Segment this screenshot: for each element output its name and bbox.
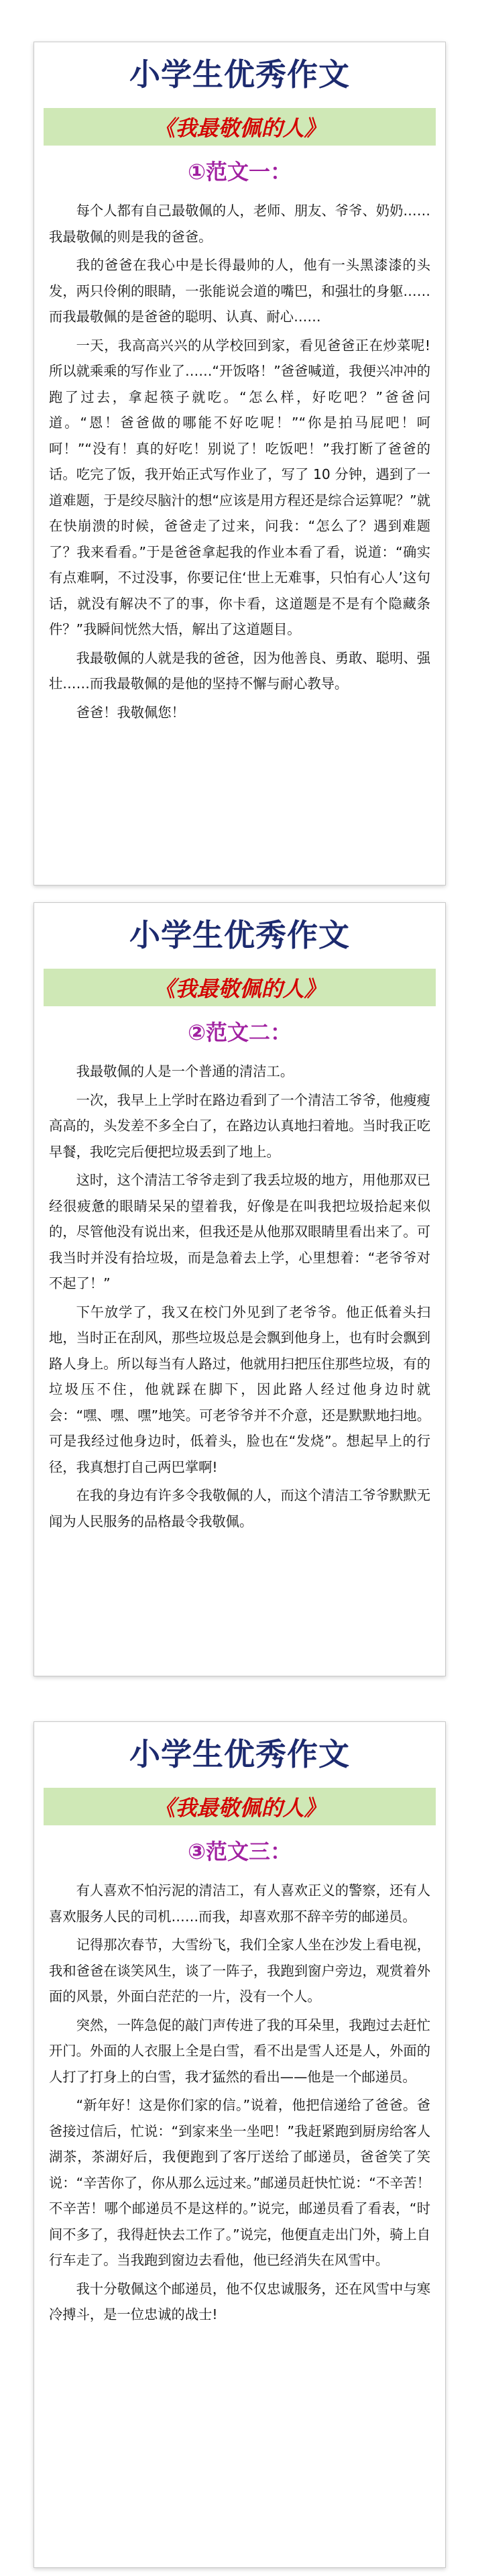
paragraph: 我十分敬佩这个邮递员，他不仅忠诚服务，还在风雪中与寒冷搏斗，是一位忠诚的战士! [49, 2280, 430, 2322]
paragraph: 我最敬佩的人是一个普通的清洁工。 [76, 1063, 294, 1079]
essay-body [49, 1878, 430, 2330]
paragraph: 我的爸爸在我心中是长得最帅的人，他有一头黑漆漆的头发，两只伶俐的眼睛，一张能说会道的嘴巴，和强壮的身躯……而我最敬佩的是爸爸的聪明、认真、耐心…… [49, 257, 430, 325]
essay-subtitle: ①范文一： [187, 159, 292, 184]
paragraph: 爸爸！我敬佩您！ [76, 704, 185, 720]
paragraph: 一次，我早上上学时在路边看到了一个清洁工爷爷，他瘦瘦高高的，头发差不多全白了，在路边认真地扫着地。当时我正吃早餐，我吃完后便把垃圾丢到了地上。 [49, 1091, 430, 1160]
header-title: 小学生优秀作文 [129, 917, 350, 953]
paragraph: 记得那次春节，大雪纷飞，我们全家人坐在沙发上看电视，我和爸爸在谈笑风生，谈了一阵子，我跑到窗户旁边，观赏着外面的风景，外面白茫茫的一片，没有一个人。 [49, 1937, 430, 2004]
header-title: 小学生优秀作文 [129, 1736, 350, 1772]
paragraph: 在我的身边有许多令我敬佩的人，而这个清洁工爷爷默默无闻为人民服务的品格最令我敬佩。 [49, 1487, 430, 1529]
paragraph: 一天，我高高兴兴的从学校回到家，看见爸爸正在炒菜呢!所以就乘乘的写作业了……“开饭咯！”爸爸喊道，我便兴冲冲的跑了过去，拿起筷子就吃。“怎么样，好吃吧？”爸爸问道。“恩！爸爸做的哪能不好吃呢！”“你是拍马屁吧！呵呵！”“没有！真的好吃！别说了！吃饭吧！”我打断了爸爸的话。吃完了饭，我开始正式写作业了，写了 10 分钟，遇到了一道难题，于是绞尽脑汁的想“应该是用方程还是综合运算呢？”就在快崩溃的时候，爸爸走了过来，问我：“怎么了？遇到难题了？我来看看。”于是爸爸拿起我的作业本看了看，说道：“确实有点难啊，不过没事，你要记住‘世上无难事，只怕有心人’这句话，就没有解决不了的事，你卡看，这道题是不是有个隐藏条件？”我瞬间恍然大悟，解出了这道题目。 [49, 337, 430, 637]
paragraph: 突然，一阵急促的敲门声传进了我的耳朵里，我跑过去赶忙开门。外面的人衣服上全是白雪，看不出是雪人还是人，外面的人打了打身上的白雪，我才猛然的看出——他是一个邮递员。 [49, 2017, 430, 2085]
paragraph: 我最敬佩的人就是我的爸爸，因为他善良、勇敢、聪明、强壮……而我最敬佩的是他的坚持不懈与耐心教导。 [49, 649, 430, 692]
essay-title: 《我最敬佩的人》 [154, 115, 326, 141]
essay-title: 《我最敬佩的人》 [154, 1795, 326, 1821]
paragraph: 每个人都有自己最敬佩的人，老师、朋友、爷爷、奶奶……我最敬佩的则是我的爸爸。 [49, 203, 430, 245]
essay-title-band [44, 969, 436, 1006]
paragraph: 下午放学了，我又在校门外见到了老爷爷。他正低着头扫地，当时正在刮风，那些垃圾总是会飘到他身上，也有时会飘到路人身上。所以每当有人路过，他就用扫把压住那些垃圾，有的垃圾压不住，他就踩在脚下，因此路人经过他身边时就会：“嘿、嘿、嘿”地笑。可老爷爷并不介意，还是默默地扫地。可是我经过他身边时，低着头，脸也在“发烧”。想起早上的行径，我真想打自己两巴掌啊! [49, 1303, 430, 1475]
paragraph: 这时，这个清洁工爷爷走到了我丢垃圾的地方，用他那双已经很疲惫的眼睛呆呆的望着我，好像是在叫我把垃圾拾起来似的，尽管他没有说出来，但我还是从他那双眼睛里看出来了。可我当时并没有拾垃圾，而是急着去上学，心里想着：“老爷爷对不起了！” [49, 1172, 430, 1291]
essay-card-2 [34, 902, 446, 1676]
header-title: 小学生优秀作文 [129, 56, 350, 93]
card-header [34, 903, 445, 963]
paragraph: “新年好！这是你们家的信。”说着，他把信递给了爸爸。爸爸接过信后，忙说：“到家来坐一坐吧！”我赶紧跑到厨房给客人湖茶，茶湖好后，我便跑到了客厅送给了邮递员，爸爸笑了笑说：“辛苦你了，你从那么远过来。”邮递员赶快忙说：“不辛苦！不辛苦！哪个邮递员不是这样的。”说完，邮递员看了看表，“时间不多了，我得赶快去工作了。”说完，他便直走出门外，骑上自行车走了。当我跑到窗边去看他，他已经消失在风雪中。 [49, 2097, 430, 2268]
essay-title-band [44, 1788, 436, 1825]
card-header [34, 1722, 445, 1782]
essay-title: 《我最敬佩的人》 [154, 976, 326, 1002]
essay-subtitle: ③范文三： [187, 1839, 292, 1864]
essay-card-3 [34, 1721, 446, 2568]
essay-body [49, 1059, 430, 1537]
essay-subtitle: ②范文二： [187, 1020, 292, 1045]
essay-title-band [44, 108, 436, 146]
essay-body [49, 198, 430, 728]
essay-card-1 [34, 42, 446, 885]
card-header [34, 42, 445, 103]
paragraph: 有人喜欢不怕污泥的清洁工，有人喜欢正义的警察，还有人喜欢服务人民的司机……而我，却喜欢那不辞辛劳的邮递员。 [49, 1882, 430, 1925]
